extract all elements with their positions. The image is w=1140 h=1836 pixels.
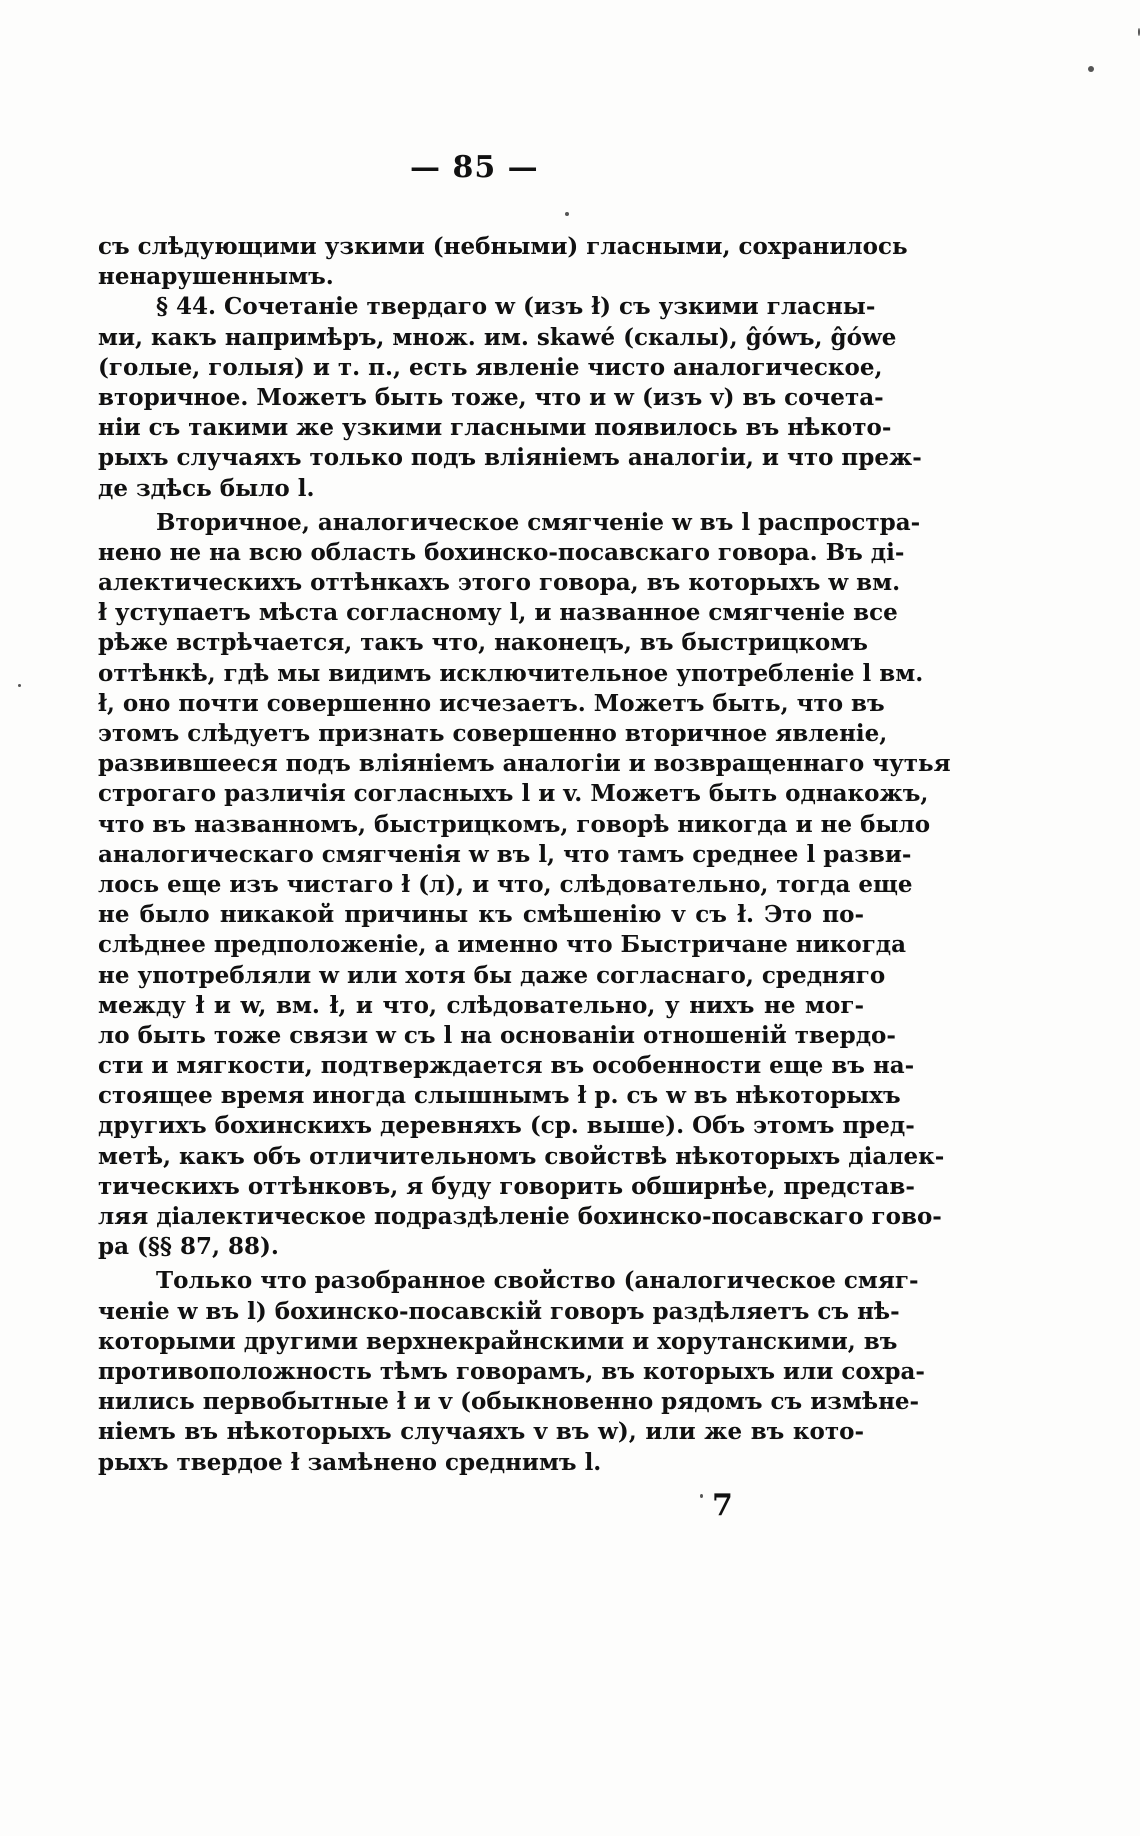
text-line: съ слѣдующими узкими (небными) гласными, сохранилось <box>98 233 908 260</box>
paragraph <box>98 1266 925 1477</box>
text-line: ми, какъ напримѣръ, множ. им. skawé (скалы), ĝówъ, ĝówe <box>98 323 897 351</box>
text-line: развившееся подъ вліяніемъ аналогіи и возвращеннаго чутья <box>98 750 951 778</box>
text-line: ніемъ въ нѣкоторыхъ случаяхъ v въ w), или же въ кото- <box>98 1418 864 1446</box>
text-line: ра (§§ 87, 88). <box>98 1233 279 1261</box>
text-line: Только что разобранное свойство (аналогическое смяг- <box>156 1267 919 1295</box>
text-line: слѣднее предположеніе, а именно что Быстричане никогда <box>98 931 907 959</box>
scan-speck <box>700 1494 703 1498</box>
text-line: § 44. Сочетаніе твердаго w (изъ ł) съ узкими гласны- <box>156 293 876 321</box>
text-line: ł, оно почти совершенно исчезаетъ. Можетъ быть, что въ <box>98 689 885 717</box>
paragraph <box>98 508 951 1263</box>
text-line: оттѣнкѣ, гдѣ мы видимъ исключительное употребленіе l вм. <box>98 659 924 687</box>
text-line: другихъ бохинскихъ деревняхъ (ср. выше). Объ этомъ пред- <box>98 1112 915 1140</box>
text-line: нено не на всю область бохинско-посавскаго говора. Въ ді- <box>98 538 905 566</box>
text-line: сти и мягкости, подтверждается въ особенности еще въ на- <box>98 1052 915 1080</box>
paragraph-section-44 <box>98 292 922 503</box>
text-line: ніи съ такими же узкими гласными появилось въ нѣкото- <box>98 414 892 442</box>
text-line: между ł и w, вм. ł, и что, слѣдовательно, у нихъ не мог- <box>98 991 864 1019</box>
text-line: стоящее время иногда слышнымъ ł р. съ w въ нѣкоторыхъ <box>98 1082 901 1110</box>
text-line: ł уступаетъ мѣста согласному l, и названное смягченіе все <box>98 599 898 627</box>
text-line: де здѣсь было l. <box>98 474 315 502</box>
text-line: не было никакой причины къ смѣшенію v съ ł. Это по- <box>98 901 864 929</box>
text-line: аналогическаго смягченія w въ l, что тамъ среднее l разви- <box>98 840 912 868</box>
text-line: метѣ, какъ объ отличительномъ свойствѣ нѣкоторыхъ діалек- <box>98 1142 945 1170</box>
text-line: ло быть тоже связи w съ l на основаніи отношеній твердо- <box>98 1021 896 1049</box>
text-line: вторичное. Можетъ быть тоже, что и w (изъ v) въ сочета- <box>98 383 884 411</box>
text-line: нились первобытные ł и v (обыкновенно рядомъ съ измѣне- <box>98 1388 920 1416</box>
text-line: строгаго различія согласныхъ l и v. Можетъ быть однакожъ, <box>98 780 929 808</box>
text-line: ненарушеннымъ. <box>98 263 334 291</box>
text-line: ляя діалектическое подраздѣленіе бохинско-посавскаго гово- <box>98 1203 942 1230</box>
signature-mark: 7 <box>712 1488 733 1523</box>
text-line: алектическихъ оттѣнкахъ этого говора, въ которыхъ w вм. <box>98 569 901 597</box>
text-line: этомъ слѣдуетъ признать совершенно вторичное явленіе, <box>98 720 888 747</box>
scan-speck <box>1088 66 1094 72</box>
text-line: тическихъ оттѣнковъ, я буду говорить обширнѣе, представ- <box>98 1172 915 1200</box>
text-line: которыми другими верхнекрайнскими и хорутанскими, въ <box>98 1327 898 1355</box>
body-text <box>98 232 951 1478</box>
page-number: — 85 — <box>410 150 539 185</box>
text-line: рѣже встрѣчается, такъ что, наконецъ, въ быстрицкомъ <box>98 629 868 657</box>
scan-speck <box>18 684 21 687</box>
text-line: противоположность тѣмъ говорамъ, въ которыхъ или сохра- <box>98 1357 925 1385</box>
text-line: не употребляли w или хотя бы даже согласнаго, средняго <box>98 961 886 989</box>
scan-speck <box>565 212 569 216</box>
text-line: лось еще изъ чистаго ł (л), и что, слѣдовательно, тогда еще <box>98 870 913 898</box>
text-line: Вторичное, аналогическое смягченіе w въ l распростра- <box>156 508 921 536</box>
text-line: (голые, голыя) и т. п., есть явленіе чисто аналогическое, <box>98 353 883 381</box>
text-line: ченіе w въ l) бохинско-посавскій говоръ раздѣляетъ съ нѣ- <box>98 1297 900 1325</box>
text-line: рыхъ случаяхъ только подъ вліяніемъ аналогіи, и что преж- <box>98 444 922 472</box>
text-line: рыхъ твердое ł замѣнено среднимъ l. <box>98 1448 602 1476</box>
paragraph <box>98 232 908 292</box>
text-line: что въ названномъ, быстрицкомъ, говорѣ никогда и не было <box>98 810 931 838</box>
